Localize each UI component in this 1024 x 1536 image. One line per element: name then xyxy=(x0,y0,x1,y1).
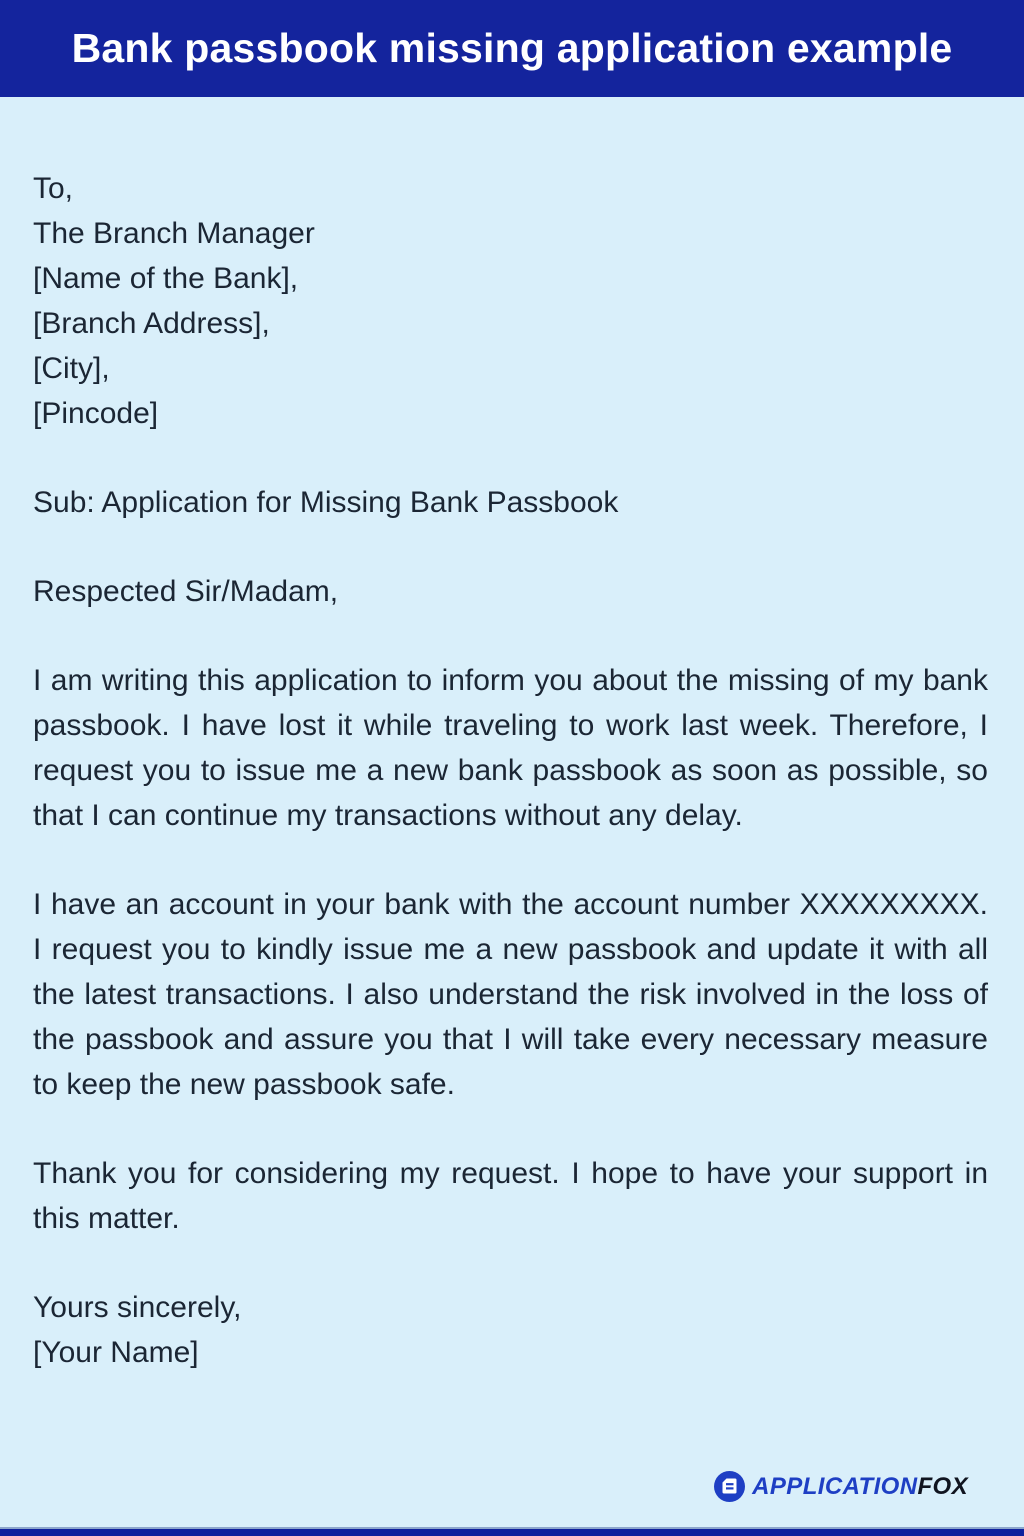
body-paragraph: I have an account in your bank with the account number XXXXXXXXX. I request you to kindly issue me a new passbook and update it with all the latest transactions. I also understand the risk involved in the loss of the passbook and assure you that I will take every necessary measure to keep the new passbook safe. xyxy=(33,888,988,1101)
subject-line: Sub: Application for Missing Bank Passbook xyxy=(33,486,619,519)
salutation: Respected Sir/Madam, xyxy=(33,575,339,608)
letter-body xyxy=(0,97,1024,1375)
address-line: [Branch Address], xyxy=(33,307,270,340)
page-header xyxy=(0,0,1024,97)
logo-text-application: APPLICATION xyxy=(752,1472,918,1500)
logo-text-fox: FOX xyxy=(917,1472,968,1500)
document-icon xyxy=(714,1471,745,1502)
address-line: [Pincode] xyxy=(33,397,159,430)
applicationfox-logo xyxy=(714,1471,968,1502)
signature-block xyxy=(33,1285,988,1375)
page-title: Bank passbook missing application example xyxy=(71,25,953,71)
body-paragraph: Thank you for considering my request. I hope to have your support in this matter. xyxy=(33,1157,988,1235)
address-line: To, xyxy=(33,172,74,205)
footer-accent-bar xyxy=(0,1527,1024,1536)
logo-wordmark xyxy=(752,1473,968,1501)
signature-name: [Your Name] xyxy=(33,1336,199,1369)
address-line: The Branch Manager xyxy=(33,217,315,250)
address-line: [City], xyxy=(33,352,110,385)
closing-line: Yours sincerely, xyxy=(33,1291,242,1324)
address-line: [Name of the Bank], xyxy=(33,262,299,295)
recipient-address-block xyxy=(33,166,988,436)
body-paragraph: I am writing this application to inform you about the missing of my bank passbook. I have lost it while traveling to work last week. Therefore, I request you to issue me a new bank passbook as soon as possible, so that I can continue my transactions without any delay. xyxy=(33,664,988,832)
